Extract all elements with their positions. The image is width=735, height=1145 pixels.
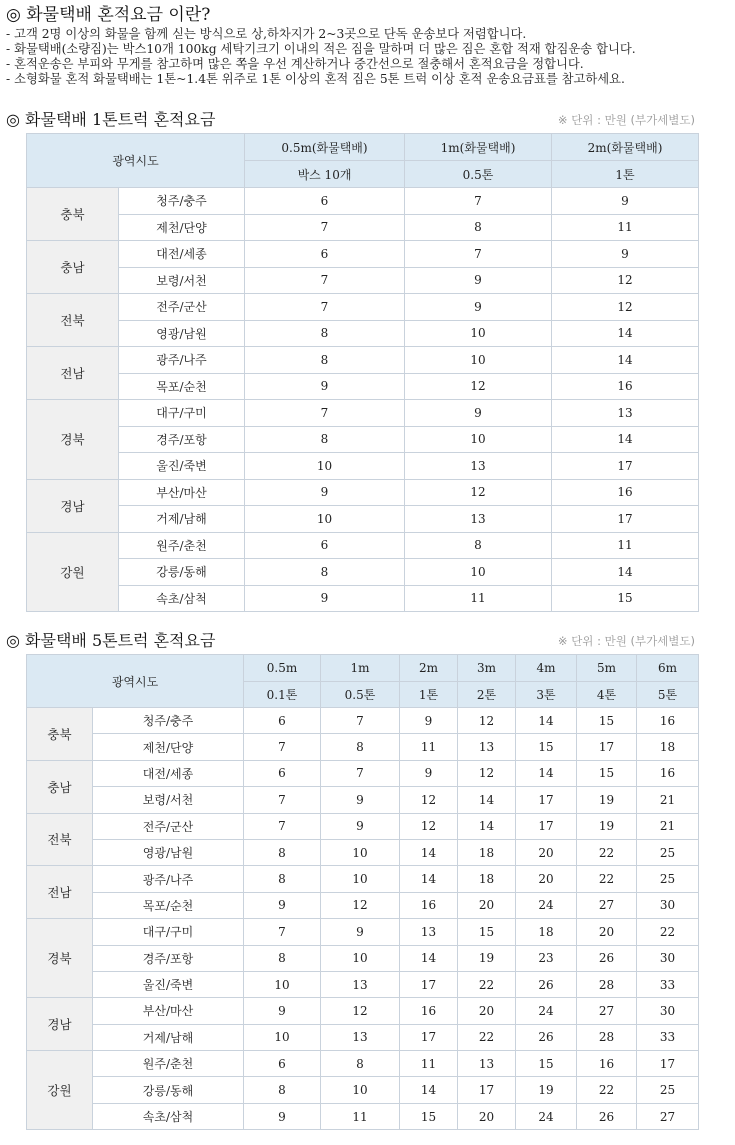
table-row — [27, 506, 699, 533]
price-cell: 8 — [321, 734, 400, 760]
price-cell: 14 — [552, 426, 699, 453]
column-size-header: 6m — [637, 655, 699, 682]
price-cell: 9 — [321, 813, 400, 839]
city-cell: 경주/포항 — [93, 945, 244, 971]
table-row — [27, 971, 699, 997]
column-size-header: 5m — [577, 655, 637, 682]
price-cell: 27 — [577, 998, 637, 1024]
city-cell: 강릉/동해 — [93, 1077, 244, 1103]
region-header: 광역시도 — [27, 134, 245, 188]
city-cell: 거제/남해 — [119, 506, 245, 533]
price-cell: 24 — [516, 1103, 577, 1129]
price-cell: 26 — [516, 971, 577, 997]
price-cell: 10 — [405, 347, 552, 374]
price-cell: 7 — [405, 241, 552, 268]
region-cell: 충남 — [27, 760, 93, 813]
column-capacity-header: 3톤 — [516, 681, 577, 708]
price-cell: 30 — [637, 998, 699, 1024]
price-cell: 9 — [552, 241, 699, 268]
price-cell: 9 — [244, 998, 321, 1024]
column-capacity-header: 1톤 — [400, 681, 458, 708]
column-size-header: 1m(화물택배) — [405, 134, 552, 161]
price-cell: 9 — [245, 373, 405, 400]
price-cell: 10 — [405, 559, 552, 586]
table-row — [27, 479, 699, 506]
column-size-header: 2m — [400, 655, 458, 682]
price-cell: 15 — [577, 760, 637, 786]
city-cell: 울진/죽변 — [119, 453, 245, 480]
price-cell: 12 — [552, 267, 699, 294]
price-cell: 15 — [516, 1051, 577, 1077]
price-cell: 7 — [245, 400, 405, 427]
city-cell: 부산/마산 — [93, 998, 244, 1024]
price-cell: 8 — [244, 866, 321, 892]
price-cell: 9 — [405, 400, 552, 427]
city-cell: 대구/구미 — [119, 400, 245, 427]
price-cell: 11 — [400, 734, 458, 760]
price-cell: 8 — [405, 214, 552, 241]
region-cell: 강원 — [27, 1051, 93, 1130]
price-cell: 8 — [245, 559, 405, 586]
column-size-header: 0.5m — [244, 655, 321, 682]
region-cell: 전북 — [27, 813, 93, 866]
table2-title: ◎ 화물택배 5톤트럭 혼적요금 — [6, 631, 216, 650]
price-cell: 22 — [458, 1024, 516, 1050]
price-cell: 26 — [577, 1103, 637, 1129]
price-cell: 33 — [637, 971, 699, 997]
price-cell: 26 — [577, 945, 637, 971]
price-cell: 11 — [400, 1051, 458, 1077]
price-cell: 20 — [458, 892, 516, 918]
price-cell: 13 — [405, 453, 552, 480]
table-row — [27, 734, 699, 760]
table-row — [27, 241, 699, 268]
price-cell: 12 — [400, 787, 458, 813]
price-cell: 10 — [321, 839, 400, 865]
city-cell: 경주/포항 — [119, 426, 245, 453]
region-cell: 강원 — [27, 532, 119, 612]
city-cell: 청주/충주 — [93, 708, 244, 734]
price-cell: 30 — [637, 892, 699, 918]
price-cell: 7 — [321, 708, 400, 734]
price-cell: 15 — [577, 708, 637, 734]
city-cell: 보령/서천 — [119, 267, 245, 294]
table-row — [27, 559, 699, 586]
intro-line: - 화물택배(소량짐)는 박스10개 100kg 세탁기크기 이내의 적은 짐을 말하며 더 많은 짐은 혼합 적재 합짐운송 합니다. — [6, 42, 636, 56]
price-cell: 25 — [637, 866, 699, 892]
price-cell: 14 — [400, 945, 458, 971]
table-row — [27, 585, 699, 612]
city-cell: 목포/순천 — [119, 373, 245, 400]
price-cell: 17 — [400, 971, 458, 997]
price-cell: 30 — [637, 945, 699, 971]
price-cell: 7 — [321, 760, 400, 786]
city-cell: 속초/삼척 — [93, 1103, 244, 1129]
price-cell: 20 — [516, 839, 577, 865]
price-cell: 10 — [245, 506, 405, 533]
price-cell: 9 — [321, 919, 400, 945]
city-cell: 대구/구미 — [93, 919, 244, 945]
price-cell: 19 — [458, 945, 516, 971]
price-cell: 22 — [637, 919, 699, 945]
region-cell: 전남 — [27, 347, 119, 400]
price-cell: 19 — [577, 787, 637, 813]
price-cell: 13 — [321, 971, 400, 997]
table1-unit-note: ※ 단위 : 만원 (부가세별도) — [557, 113, 695, 127]
price-cell: 19 — [577, 813, 637, 839]
price-cell: 16 — [400, 892, 458, 918]
table-row — [27, 532, 699, 559]
city-cell: 제천/단양 — [119, 214, 245, 241]
price-cell: 12 — [321, 998, 400, 1024]
table2-unit-note: ※ 단위 : 만원 (부가세별도) — [557, 634, 695, 648]
table-body — [27, 188, 699, 612]
price-cell: 8 — [245, 320, 405, 347]
table-row — [27, 1051, 699, 1077]
region-cell: 경북 — [27, 400, 119, 480]
price-cell: 14 — [516, 760, 577, 786]
table-row — [27, 760, 699, 786]
price-cell: 8 — [244, 839, 321, 865]
city-cell: 광주/나주 — [93, 866, 244, 892]
table-row — [27, 347, 699, 374]
price-cell: 9 — [552, 188, 699, 215]
price-cell: 9 — [244, 892, 321, 918]
price-cell: 25 — [637, 1077, 699, 1103]
price-cell: 17 — [552, 453, 699, 480]
table-row — [27, 787, 699, 813]
price-cell: 14 — [458, 787, 516, 813]
price-cell: 33 — [637, 1024, 699, 1050]
price-cell: 6 — [244, 708, 321, 734]
rate-table-5ton — [26, 654, 699, 1130]
table-body — [27, 708, 699, 1130]
column-size-header: 4m — [516, 655, 577, 682]
intro-lines — [6, 27, 731, 87]
price-cell: 7 — [245, 267, 405, 294]
price-cell: 15 — [552, 585, 699, 612]
price-cell: 11 — [405, 585, 552, 612]
price-cell: 18 — [516, 919, 577, 945]
price-cell: 11 — [552, 532, 699, 559]
price-cell: 9 — [400, 708, 458, 734]
price-cell: 10 — [245, 453, 405, 480]
column-size-header: 0.5m(화물택배) — [245, 134, 405, 161]
region-header: 광역시도 — [27, 655, 244, 708]
price-cell: 9 — [321, 787, 400, 813]
price-cell: 6 — [244, 1051, 321, 1077]
region-cell: 경북 — [27, 919, 93, 998]
price-cell: 13 — [458, 1051, 516, 1077]
price-cell: 16 — [552, 373, 699, 400]
price-cell: 14 — [458, 813, 516, 839]
price-cell: 17 — [577, 734, 637, 760]
price-cell: 14 — [552, 347, 699, 374]
city-cell: 목포/순천 — [93, 892, 244, 918]
city-cell: 전주/군산 — [119, 294, 245, 321]
price-cell: 7 — [405, 188, 552, 215]
price-cell: 12 — [458, 708, 516, 734]
price-cell: 7 — [244, 787, 321, 813]
price-cell: 10 — [405, 426, 552, 453]
price-cell: 8 — [245, 347, 405, 374]
table-header — [27, 134, 699, 188]
intro-line: - 소형화물 혼적 화물택배는 1톤~1.4톤 위주로 1톤 이상의 혼적 짐은 5톤 트럭 이상 혼적 운송요금표를 참고하세요. — [6, 72, 625, 86]
city-cell: 부산/마산 — [119, 479, 245, 506]
price-cell: 7 — [244, 813, 321, 839]
region-cell: 충북 — [27, 188, 119, 241]
table-row — [27, 373, 699, 400]
table-row — [27, 1103, 699, 1129]
column-capacity-header: 0.5톤 — [405, 161, 552, 188]
price-cell: 16 — [637, 760, 699, 786]
price-cell: 10 — [244, 1024, 321, 1050]
table1-title: ◎ 화물택배 1톤트럭 혼적요금 — [6, 110, 216, 129]
price-cell: 7 — [245, 294, 405, 321]
price-cell: 10 — [321, 945, 400, 971]
price-cell: 13 — [405, 506, 552, 533]
table-row — [27, 1024, 699, 1050]
price-cell: 26 — [516, 1024, 577, 1050]
price-cell: 22 — [577, 866, 637, 892]
column-size-header: 1m — [321, 655, 400, 682]
column-capacity-header: 박스 10개 — [245, 161, 405, 188]
table-row — [27, 426, 699, 453]
intro-line: - 고객 2명 이상의 화물을 함께 싣는 방식으로 상,하차지가 2~3곳으로 단독 운송보다 저렴합니다. — [6, 27, 527, 41]
price-cell: 15 — [458, 919, 516, 945]
price-cell: 12 — [458, 760, 516, 786]
table-row — [27, 839, 699, 865]
price-cell: 17 — [458, 1077, 516, 1103]
price-cell: 9 — [244, 1103, 321, 1129]
price-cell: 27 — [577, 892, 637, 918]
region-cell: 전남 — [27, 866, 93, 919]
price-cell: 12 — [321, 892, 400, 918]
price-cell: 18 — [637, 734, 699, 760]
price-cell: 23 — [516, 945, 577, 971]
region-cell: 경남 — [27, 998, 93, 1051]
city-cell: 제천/단양 — [93, 734, 244, 760]
price-cell: 28 — [577, 1024, 637, 1050]
city-cell: 거제/남해 — [93, 1024, 244, 1050]
price-cell: 17 — [552, 506, 699, 533]
table-row — [27, 998, 699, 1024]
column-capacity-header: 2톤 — [458, 681, 516, 708]
table-row — [27, 919, 699, 945]
table-row — [27, 214, 699, 241]
price-cell: 8 — [245, 426, 405, 453]
price-cell: 15 — [516, 734, 577, 760]
price-cell: 11 — [321, 1103, 400, 1129]
price-cell: 12 — [405, 479, 552, 506]
price-cell: 10 — [321, 1077, 400, 1103]
intro-line: - 혼적운송은 부피와 무게를 참고하며 많은 쪽을 우선 계산하거나 중간선으로 절충해서 혼적요금을 정합니다. — [6, 57, 584, 71]
table-row — [27, 320, 699, 347]
region-cell: 전북 — [27, 294, 119, 347]
price-cell: 14 — [400, 866, 458, 892]
header-row — [27, 655, 699, 682]
price-cell: 7 — [244, 919, 321, 945]
price-cell: 9 — [405, 267, 552, 294]
price-cell: 10 — [405, 320, 552, 347]
price-cell: 6 — [244, 760, 321, 786]
price-cell: 12 — [552, 294, 699, 321]
table-row — [27, 1077, 699, 1103]
city-cell: 원주/춘천 — [93, 1051, 244, 1077]
price-cell: 16 — [552, 479, 699, 506]
price-cell: 16 — [577, 1051, 637, 1077]
price-cell: 28 — [577, 971, 637, 997]
price-cell: 9 — [400, 760, 458, 786]
price-cell: 17 — [400, 1024, 458, 1050]
price-cell: 13 — [400, 919, 458, 945]
price-cell: 17 — [637, 1051, 699, 1077]
price-cell: 11 — [552, 214, 699, 241]
city-cell: 대전/세종 — [93, 760, 244, 786]
price-cell: 21 — [637, 787, 699, 813]
city-cell: 영광/남원 — [119, 320, 245, 347]
price-cell: 14 — [400, 1077, 458, 1103]
price-cell: 9 — [245, 585, 405, 612]
price-cell: 10 — [244, 971, 321, 997]
table-row — [27, 892, 699, 918]
column-capacity-header: 0.1톤 — [244, 681, 321, 708]
table-row — [27, 400, 699, 427]
price-cell: 27 — [637, 1103, 699, 1129]
price-cell: 6 — [245, 188, 405, 215]
price-cell: 21 — [637, 813, 699, 839]
price-cell: 12 — [400, 813, 458, 839]
price-cell: 16 — [400, 998, 458, 1024]
city-cell: 울진/죽변 — [93, 971, 244, 997]
city-cell: 전주/군산 — [93, 813, 244, 839]
price-cell: 17 — [516, 787, 577, 813]
header-row — [27, 134, 699, 161]
price-cell: 9 — [245, 479, 405, 506]
price-cell: 14 — [552, 559, 699, 586]
city-cell: 원주/춘천 — [119, 532, 245, 559]
price-cell: 20 — [516, 866, 577, 892]
table-row — [27, 267, 699, 294]
city-cell: 광주/나주 — [119, 347, 245, 374]
price-cell: 13 — [458, 734, 516, 760]
price-cell: 7 — [245, 214, 405, 241]
price-cell: 12 — [405, 373, 552, 400]
price-cell: 14 — [400, 839, 458, 865]
intro-title: ◎ 화물택배 혼적요금 이란? — [6, 5, 211, 25]
region-cell: 경남 — [27, 479, 119, 532]
price-cell: 20 — [577, 919, 637, 945]
price-cell: 17 — [516, 813, 577, 839]
price-cell: 24 — [516, 892, 577, 918]
table-row — [27, 813, 699, 839]
column-capacity-header: 0.5톤 — [321, 681, 400, 708]
table-header — [27, 655, 699, 708]
price-cell: 19 — [516, 1077, 577, 1103]
price-cell: 20 — [458, 998, 516, 1024]
table-row — [27, 453, 699, 480]
column-capacity-header: 4톤 — [577, 681, 637, 708]
city-cell: 속초/삼척 — [119, 585, 245, 612]
table-row — [27, 866, 699, 892]
rate-table-1ton — [26, 133, 699, 612]
price-cell: 16 — [637, 708, 699, 734]
price-cell: 10 — [321, 866, 400, 892]
column-capacity-header: 1톤 — [552, 161, 699, 188]
city-cell: 대전/세종 — [119, 241, 245, 268]
price-cell: 14 — [516, 708, 577, 734]
city-cell: 보령/서천 — [93, 787, 244, 813]
table-row — [27, 188, 699, 215]
price-cell: 15 — [400, 1103, 458, 1129]
price-cell: 8 — [321, 1051, 400, 1077]
column-size-header: 2m(화물택배) — [552, 134, 699, 161]
region-cell: 충북 — [27, 708, 93, 761]
price-cell: 7 — [244, 734, 321, 760]
city-cell: 강릉/동해 — [119, 559, 245, 586]
city-cell: 청주/충주 — [119, 188, 245, 215]
intro-section — [6, 4, 731, 87]
price-cell: 18 — [458, 866, 516, 892]
price-cell: 6 — [245, 241, 405, 268]
price-cell: 8 — [244, 1077, 321, 1103]
price-cell: 14 — [552, 320, 699, 347]
price-cell: 18 — [458, 839, 516, 865]
price-cell: 25 — [637, 839, 699, 865]
column-size-header: 3m — [458, 655, 516, 682]
price-cell: 22 — [577, 1077, 637, 1103]
price-cell: 8 — [405, 532, 552, 559]
column-capacity-header: 5톤 — [637, 681, 699, 708]
table-row — [27, 294, 699, 321]
region-cell: 충남 — [27, 241, 119, 294]
city-cell: 영광/남원 — [93, 839, 244, 865]
price-cell: 22 — [458, 971, 516, 997]
price-cell: 9 — [405, 294, 552, 321]
price-cell: 13 — [321, 1024, 400, 1050]
price-cell: 6 — [245, 532, 405, 559]
price-cell: 20 — [458, 1103, 516, 1129]
price-cell: 13 — [552, 400, 699, 427]
price-cell: 22 — [577, 839, 637, 865]
price-cell: 24 — [516, 998, 577, 1024]
table-row — [27, 708, 699, 734]
table-row — [27, 945, 699, 971]
price-cell: 8 — [244, 945, 321, 971]
